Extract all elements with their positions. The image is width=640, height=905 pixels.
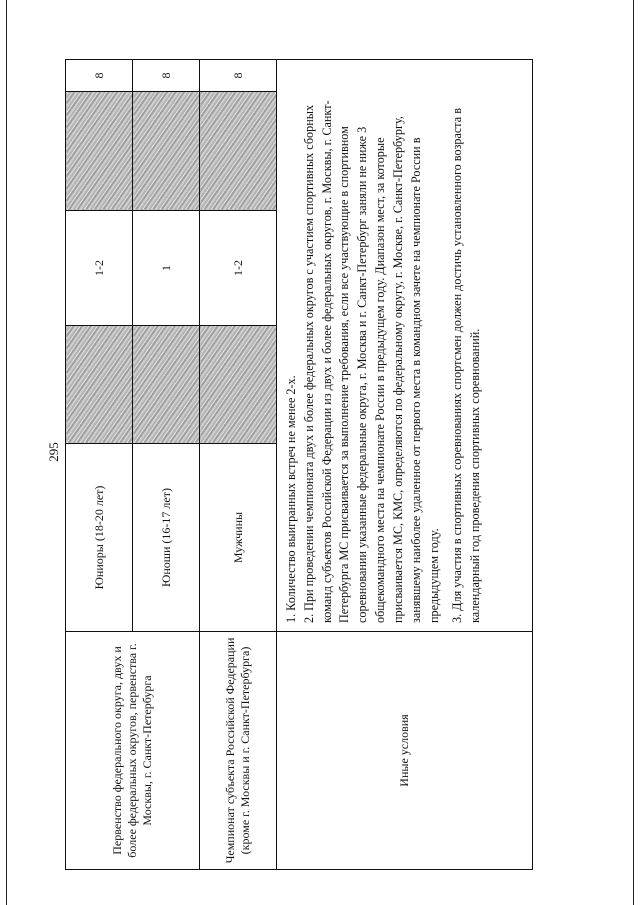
condition-3: 3. Для участия в спортивных соревнованиях спортсмен должен достичь установленного возраста в календарный год проведения спортивных соревнований.: [450, 108, 483, 623]
condition-1: 1. Количество выигранных встреч не менее 2-х.: [284, 375, 298, 623]
place-cell: 1-2: [200, 211, 277, 326]
place-cell: 1-2: [66, 211, 133, 326]
age-group-cell: Юниоры (18-20 лет): [66, 444, 133, 632]
table-row: [200, 60, 277, 870]
qualification-table: [65, 59, 533, 870]
rotated-table-container: [65, 60, 533, 870]
shaded-cell: [66, 326, 133, 444]
shaded-cell: [200, 326, 277, 444]
conditions-label-cell: Иные условия: [277, 632, 533, 870]
page-border-right: [633, 0, 634, 905]
table-row: [66, 60, 133, 870]
shaded-cell: [66, 92, 133, 211]
shaded-cell: [133, 326, 200, 444]
table-row: [277, 60, 533, 870]
page-number: 295: [45, 442, 61, 462]
competition-cell: Первенство федерального округа, двух и более федеральных округов, первенства г. Москвы, г. Санкт-Петербурга: [66, 632, 200, 870]
age-group-cell: Юноши (16-17 лет): [133, 444, 200, 632]
limit-cell: 8: [200, 60, 277, 92]
condition-2: 2. При проведении чемпионата двух и более федеральных округов с участием спортивных сборных команд субъектов Российской Федерации из двух и более федеральных округов, г. Москвы, г. Санкт-Петербурга МС присваивается за выполнение требования, если все участвующие в спортивном соревновании указанные федеральные округа, г. Москва и г. Санкт-Петербург заняли не ниже 3 общекомандного места на чемпионате России в предыдущем году. Диапазон мест, за которые присваивается МС, КМС, определяются по федеральному округу, г. Москве, г. Санкт-Петербургу, занявшему наиболее удаленное от первого места в командном зачете на чемпионате России в предыдущем году.: [301, 100, 441, 623]
shaded-cell: [200, 92, 277, 211]
page-border-left: [6, 0, 7, 905]
conditions-text-cell: [277, 60, 533, 632]
shaded-cell: [133, 92, 200, 211]
limit-cell: 8: [66, 60, 133, 92]
limit-cell: 8: [133, 60, 200, 92]
age-group-cell: Мужчины: [200, 444, 277, 632]
place-cell: 1: [133, 211, 200, 326]
competition-cell: Чемпионат субъекта Российской Федерации (кроме г. Москвы и г. Санкт-Петербурга): [200, 632, 277, 870]
